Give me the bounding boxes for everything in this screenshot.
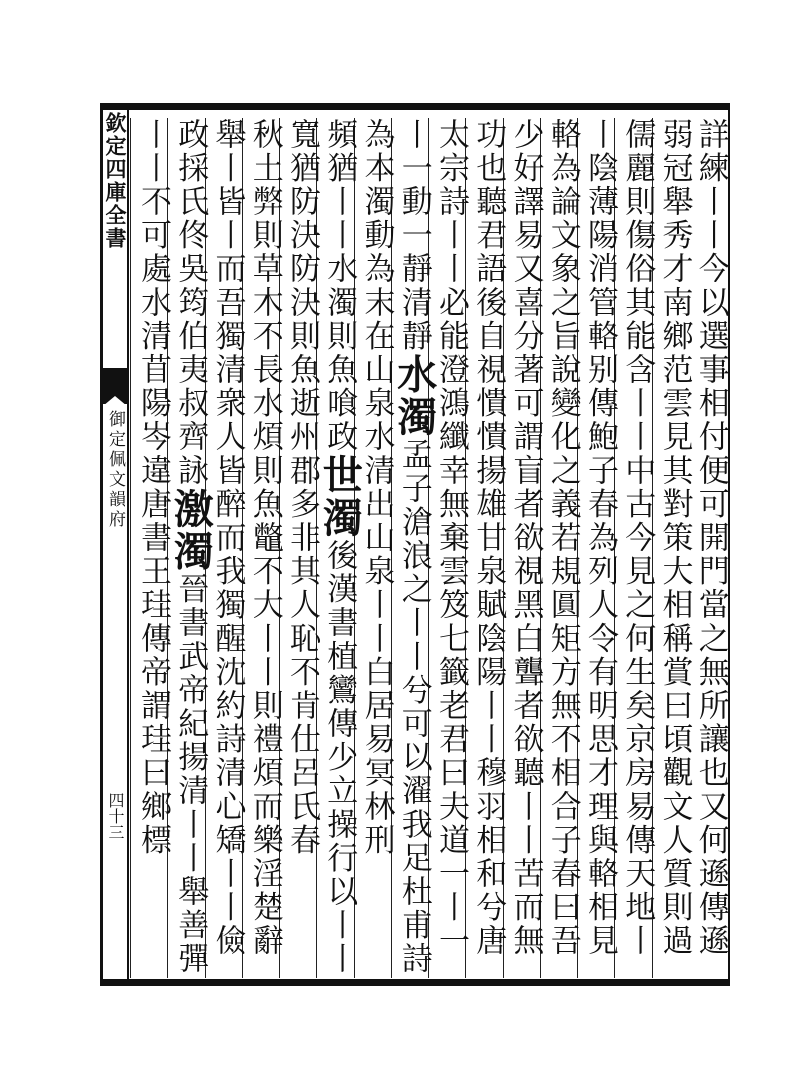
text-segment: 政採氏佟吳筠伯夷叔齊詠 <box>172 118 209 488</box>
text-segment: 丨陰薄陽消管輅别傳鮑子春為列人令有明思才理與輅相見 <box>582 118 618 958</box>
text-segment: 少好譯易又喜分著可謂盲者欲視黑白聾者欲聽丨丨苦而無 <box>507 118 544 958</box>
fish-tail-notch <box>103 396 127 406</box>
book-title: 欽定四庫全書 <box>103 112 128 250</box>
text-segment: 太宗詩丨丨必能澄鴻纖幸無棄雲笈七籤老君曰夫道一丨一 <box>433 118 469 958</box>
text-segment: 晉書武帝紀揚清丨丨舉善彈 <box>172 572 209 977</box>
text-columns <box>130 118 729 978</box>
text-segment: 在山泉水清出山泉丨丨白居易冥林刑 <box>358 319 395 858</box>
text-segment: 孟子滄浪之丨丨兮可以濯我足杜甫詩 <box>395 438 432 977</box>
section-title: 御定佩文韻府 <box>105 410 125 530</box>
headword: 水濁 <box>390 353 438 439</box>
text-segment: 寬猶防決防決則魚逝 <box>284 118 320 421</box>
text-segment: 功也聽君語後自視憒憒揚雄甘泉賦陰陽丨丨穆羽相和兮唐 <box>470 118 507 958</box>
text-segment: 儒麗則傷俗其能含丨丨中古今見之何生矣京房易傳天地丨 <box>619 118 656 958</box>
text-segment: 舉丨皆丨而吾獨清衆人皆醉而我獨醒沈約詩清心矯丨丨儉 <box>209 118 246 958</box>
text-segment: 為本濁動為末 <box>358 118 395 320</box>
text-segment: 州郡多非其人恥不肯仕呂氏春 <box>284 420 320 858</box>
text-column <box>130 118 171 978</box>
text-segment: 頻猶丨丨水濁則魚喰政 <box>321 118 358 454</box>
column-text <box>131 118 175 978</box>
headword: 激濁 <box>167 487 215 573</box>
text-segment: 違唐書王珪傳帝謂珪曰鄉標 <box>135 454 171 858</box>
text-segment: 丨丨不可處水清苜陽岑 <box>135 118 171 454</box>
text-segment: 弱冠舉秀才南鄉范雲見其對策大相稱賞曰頃觀文人質則過 <box>656 118 693 958</box>
text-segment: 詳練丨丨今以選事相付便可開門當之無所讓也又何遜傳遜 <box>692 118 729 958</box>
text-segment: 丨一動一靜清靜 <box>395 118 432 354</box>
text-segment: 秋土弊則草木不長水煩則魚鼈不大丨丨則禮煩而樂淫楚辭 <box>246 118 283 958</box>
text-segment: 後漢書植鸞傳少立操行以丨丨 <box>321 539 358 977</box>
page-number: 四十三 <box>106 792 125 840</box>
headword: 世濁 <box>316 454 364 540</box>
text-segment: 輅為論文象之旨說變化之義若規圓矩方無不相合子春曰吾 <box>544 118 581 958</box>
